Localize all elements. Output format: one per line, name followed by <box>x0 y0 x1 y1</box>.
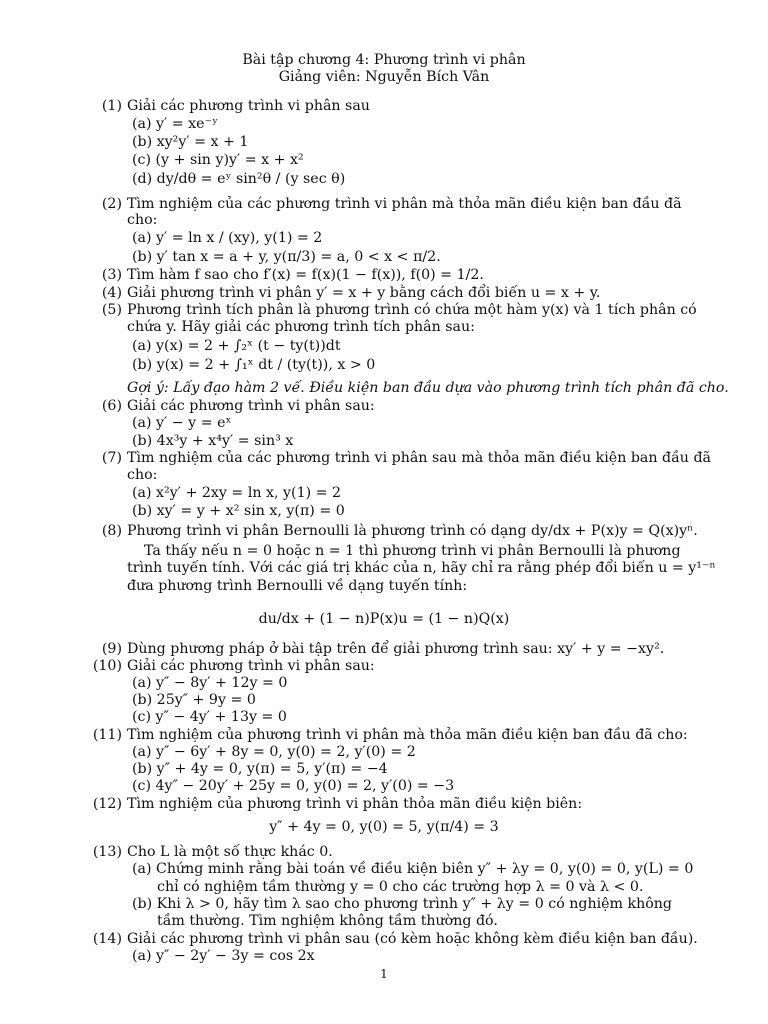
exercise-text: Giải phương trình vi phân y′ = x + y bằng cách đổi biến u = x + y. <box>127 285 601 301</box>
sub-exercise: (a) y′ = xe⁻ʸ <box>132 116 219 132</box>
document-header <box>0 52 768 86</box>
sub-exercise: (b) y′ tan x = a + y, y(π/3) = a, 0 < x < π/2. <box>132 249 441 265</box>
sub-exercise: (b) 4x³y + x⁴y′ = sin³ x <box>132 433 294 449</box>
exercise-text: Giải các phương trình vi phân sau (có kèm hoặc không kèm điều kiện ban đầu). <box>127 931 698 947</box>
sub-exercise: (a) y″ − 8y′ + 12y = 0 <box>132 675 288 691</box>
sub-exercise: (a) y′ − y = eˣ <box>132 415 232 431</box>
exercise-text: Dùng phương pháp ở bài tập trên để giải phương trình sau: xy′ + y = −xy². <box>127 641 665 657</box>
display-equation: du/dx + (1 − n)P(x)u = (1 − n)Q(x) <box>258 611 510 627</box>
sub-exercise: (b) Khi λ > 0, hãy tìm λ sao cho phương trình y″ + λy = 0 có nghiệm không <box>132 896 672 912</box>
exercise-number: (14) <box>92 931 122 947</box>
exercise-number: (9) <box>101 641 122 657</box>
exercise-text: Tìm nghiệm của phương trình vi phân thỏa mãn điều kiện biên: <box>127 796 583 812</box>
sub-exercise: (c) 4y″ − 20y′ + 25y = 0, y(0) = 2, y′(0) = −3 <box>132 778 455 794</box>
document-title: Bài tập chương 4: Phương trình vi phân <box>242 52 526 68</box>
exercise-text: Cho L là một số thực khác 0. <box>127 844 333 860</box>
sub-exercise: (a) y″ − 2y′ − 3y = cos 2x <box>132 948 315 964</box>
exercise-number: (10) <box>92 658 122 674</box>
exercise-continuation: đưa phương trình Bernoulli về dạng tuyến tính: <box>127 578 468 594</box>
exercise-continuation: cho: <box>127 212 158 228</box>
sub-exercise: (b) xy²y′ = x + 1 <box>132 134 249 150</box>
display-equation: y″ + 4y = 0, y(0) = 5, y(π/4) = 3 <box>269 819 499 835</box>
sub-exercise: (c) (y + sin y)y′ = x + x² <box>132 152 304 168</box>
exercise-number: (5) <box>101 302 122 318</box>
exercise-number: (6) <box>101 398 122 414</box>
exercise-number: (4) <box>101 285 122 301</box>
sub-exercise: (a) y(x) = 2 + ∫₂ˣ (t − ty(t))dt <box>132 338 341 354</box>
sub-exercise-continuation: tầm thường. Tìm nghiệm không tầm thường đó. <box>157 913 498 929</box>
sub-exercise: (b) y(x) = 2 + ∫₁ˣ dt / (ty(t)), x > 0 <box>132 357 376 373</box>
exercise-text: Phương trình tích phân là phương trình có chứa một hàm y(x) và 1 tích phân có <box>127 302 697 318</box>
sub-exercise: (b) y″ + 4y = 0, y(π) = 5, y′(π) = −4 <box>132 761 388 777</box>
exercise-continuation: chứa y. Hãy giải các phương trình tích phân sau: <box>127 319 475 335</box>
exercise-continuation: trình tuyến tính. Với các giá trị khác của n, hãy chỉ ra rằng phép đổi biến u = y¹⁻ⁿ <box>127 560 716 576</box>
exercise-number: (12) <box>92 796 122 812</box>
sub-exercise: (a) Chứng minh rằng bài toán về điều kiện biên y″ + λy = 0, y(0) = 0, y(L) = 0 <box>132 861 694 877</box>
exercise-number: (2) <box>101 196 122 212</box>
exercise-text: Tìm nghiệm của phương trình vi phân mà thỏa mãn điều kiện ban đầu đã cho: <box>127 727 688 743</box>
sub-exercise: (b) xy′ = y + x² sin x, y(π) = 0 <box>132 503 345 519</box>
sub-exercise-continuation: chỉ có nghiệm tầm thường y = 0 cho các trường hợp λ = 0 và λ < 0. <box>157 879 644 895</box>
page-number: 1 <box>380 967 388 981</box>
sub-exercise: (b) 25y″ + 9y = 0 <box>132 692 256 708</box>
exercise-text: Tìm nghiệm của các phương trình vi phân sau mà thỏa mãn điều kiện ban đầu đã <box>127 450 711 466</box>
exercise-text: Tìm hàm f sao cho f′(x) = f(x)(1 − f(x)), f(0) = 1/2. <box>127 267 484 283</box>
sub-exercise: (a) y″ − 6y′ + 8y = 0, y(0) = 2, y′(0) = 2 <box>132 744 416 760</box>
exercise-text: Phương trình vi phân Bernoulli là phương trình có dạng dy/dx + P(x)y = Q(x)yⁿ. <box>127 523 698 539</box>
exercise-text: Giải các phương trình vi phân sau <box>127 98 370 114</box>
sub-exercise: (d) dy/dθ = eʸ sin²θ / (y sec θ) <box>132 171 346 187</box>
exercise-number: (7) <box>101 450 122 466</box>
exercise-text: Tìm nghiệm của các phương trình vi phân mà thỏa mãn điều kiện ban đầu đã <box>127 196 682 212</box>
exercise-continuation: cho: <box>127 467 158 483</box>
instructor-line: Giảng viên: Nguyễn Bích Vân <box>278 69 490 85</box>
hint-text: Gợi ý: Lấy đạo hàm 2 vế. Điều kiện ban đầu dựa vào phương trình tích phân đã cho. <box>127 380 729 396</box>
exercise-number: (8) <box>101 523 122 539</box>
exercise-number: (1) <box>101 98 122 114</box>
exercise-paragraph: Ta thấy nếu n = 0 hoặc n = 1 thì phương trình vi phân Bernoulli là phương <box>144 543 681 559</box>
exercise-number: (13) <box>92 844 122 860</box>
exercise-text: Giải các phương trình vi phân sau: <box>127 658 375 674</box>
exercise-text: Giải các phương trình vi phân sau: <box>127 398 375 414</box>
sub-exercise: (a) x²y′ + 2xy = ln x, y(1) = 2 <box>132 485 342 501</box>
sub-exercise: (a) y′ = ln x / (xy), y(1) = 2 <box>132 230 323 246</box>
sub-exercise: (c) y″ − 4y′ + 13y = 0 <box>132 709 287 725</box>
exercise-number: (11) <box>92 727 122 743</box>
exercise-number: (3) <box>101 267 122 283</box>
